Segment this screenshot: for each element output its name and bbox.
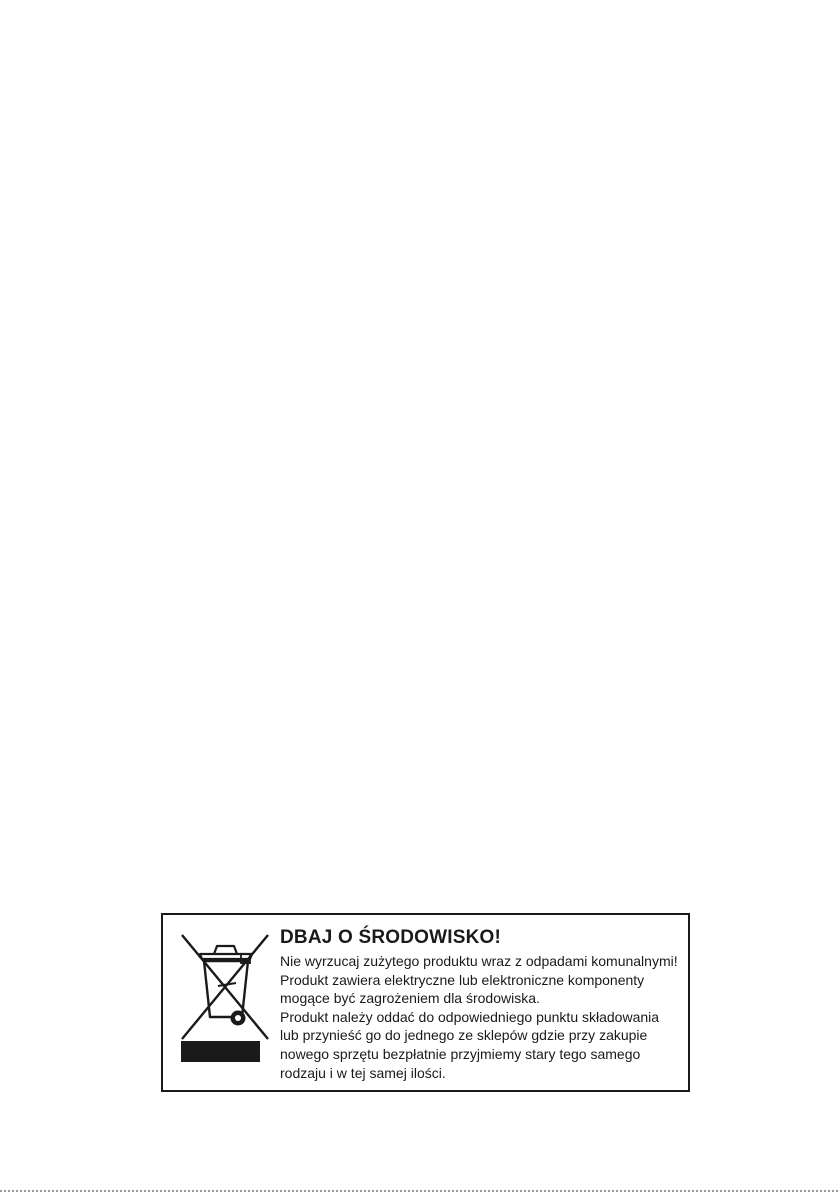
notice-line: nowego sprzętu bezpłatnie przyjmiemy stary tego samego (280, 1045, 641, 1062)
notice-line: mogące być zagrożeniem dla środowiska. (280, 990, 540, 1007)
notice-line: Nie wyrzucaj zużytego produktu wraz z odpadami komunalnymi! (280, 953, 678, 969)
environment-notice-box (161, 913, 690, 1092)
crossed-out-wheelie-bin-icon (178, 931, 272, 1043)
notice-text-block (280, 927, 685, 1082)
notice-line: rodzaju i w tej samej ilości. (280, 1064, 446, 1081)
notice-title: DBAJ O ŚRODOWISKO! (280, 927, 502, 948)
notice-line: lub przynieść go do jednego ze sklepów gdzie przy zakupie (280, 1027, 648, 1044)
weee-black-bar (181, 1041, 260, 1062)
notice-line: Produkt zawiera elektryczne lub elektroniczne komponenty (280, 971, 645, 988)
notice-line: Produkt należy oddać do odpowiedniego punktu składowania (280, 1008, 660, 1025)
